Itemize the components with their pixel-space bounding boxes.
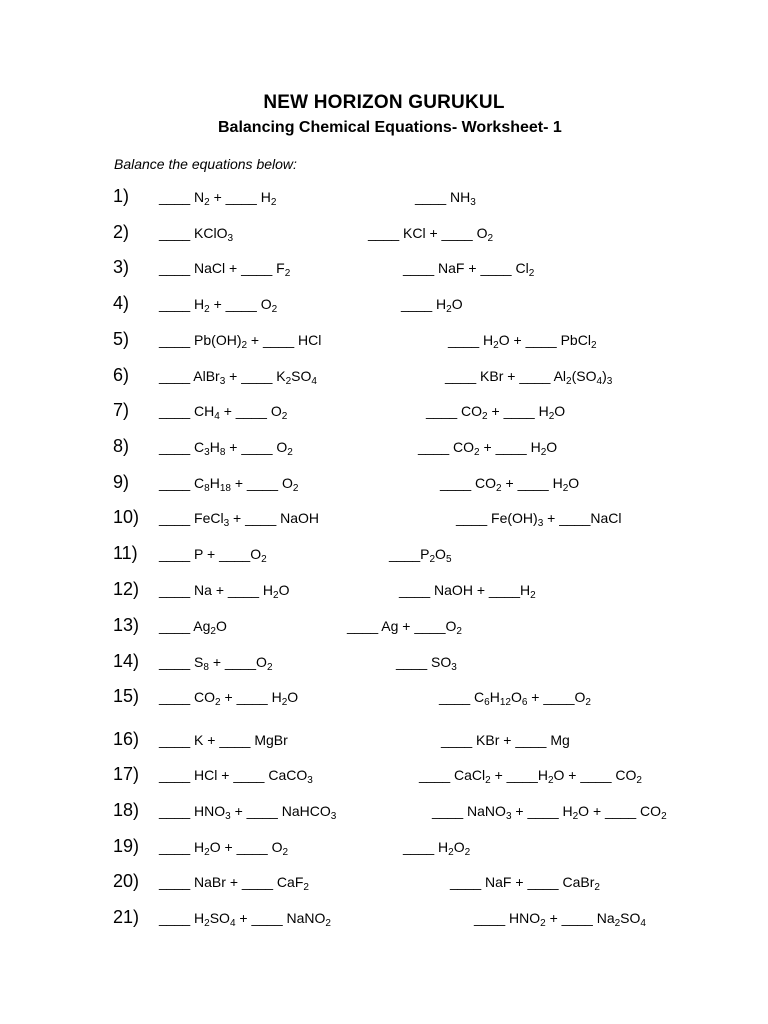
equation-number: 7) — [113, 400, 130, 420]
equation-products: $\_\_\_\_P_2O_5$ — [389, 546, 452, 565]
equation-reactants: ____ $CH_4$ + ____ $O_2$ — [159, 403, 288, 422]
equation-number: 13) — [113, 615, 140, 635]
equation-row — [0, 615, 768, 639]
equation-row — [0, 365, 768, 389]
equation-reactants: ____ FeCl$_3$ + ____ NaOH — [159, 510, 320, 529]
equation-row — [0, 836, 768, 860]
equation-number: 5) — [113, 329, 130, 349]
equation-reactants: ____ $CO_2$ + ____ $H_2O$ — [159, 689, 299, 708]
equation-number: 18) — [113, 800, 140, 820]
equation-row — [0, 186, 768, 210]
equation-products: ____ $H_2O$ + ____ PbCl$_2$ — [448, 332, 597, 351]
equation-row — [0, 651, 768, 675]
equation-reactants: ____ $C_3H_8$ + ____ $O_2$ — [159, 439, 293, 458]
equation-reactants: ____ $Ag_2O$ — [159, 618, 227, 637]
equation-row — [0, 871, 768, 895]
equation-reactants: ____ KClO$_3$ — [159, 225, 234, 244]
equation-row — [0, 329, 768, 353]
equation-row — [0, 907, 768, 931]
equation-number: 4) — [113, 293, 130, 313]
equation-number: 14) — [113, 651, 140, 671]
equation-reactants: ____ $N_2$ + ____ $H_2$ — [159, 189, 277, 208]
instructions-text: Balance the equations below: — [114, 156, 297, 172]
equation-products: ____ $NH_3$ — [415, 189, 476, 208]
equation-row — [0, 543, 768, 567]
equation-row — [0, 472, 768, 496]
equation-row — [0, 764, 768, 788]
equation-number: 16) — [113, 729, 140, 749]
equation-products: ____ $CO_2$ + ____ $H_2O$ — [426, 403, 566, 422]
equation-number: 3) — [113, 257, 130, 277]
equation-number: 2) — [113, 222, 130, 242]
equation-products: ____ NaOH + $\_\_\_\_H_2$ — [399, 582, 536, 601]
equation-reactants: ____ $S_8$ + $\_\_\_\_O_2$ — [159, 654, 273, 673]
equation-number: 15) — [113, 686, 140, 706]
equation-row — [0, 222, 768, 246]
equation-products: ____ NaF + ____ $Cl_2$ — [403, 260, 535, 279]
equation-products: ____ NaNO$_3$ + ____ $H_2O$ + ____ $CO_2$ — [432, 803, 667, 822]
equation-products: ____ $Ag + \_\_\_\_O_2$ — [347, 618, 462, 637]
equation-products: ____ KCl + ____ $O_2$ — [368, 225, 494, 244]
equation-number: 1) — [113, 186, 130, 206]
equation-products: ____ $C_6H_{12}O_6$ + $\_\_\_\_O_2$ — [439, 689, 591, 708]
equation-products: ____ $Fe(OH)_3$ + ____NaCl — [456, 510, 622, 529]
equation-products: ____ $H_2O$ — [401, 296, 463, 315]
equation-reactants: ____ $HNO_3$ + ____ NaHCO$_3$ — [159, 803, 337, 822]
equation-products: ____ $HNO_2$ + ____ $Na_2SO_4$ — [474, 910, 646, 929]
equation-row — [0, 729, 768, 753]
equation-reactants: ____ $Pb(OH)_2$ + ____ HCl — [159, 332, 322, 351]
equation-products: ____ $CO_2$ + ____ $H_2O$ — [440, 475, 580, 494]
equation-reactants: ____ K + ____ MgBr — [159, 732, 288, 748]
equation-number: 17) — [113, 764, 140, 784]
equation-number: 20) — [113, 871, 140, 891]
worksheet-title: NEW HORIZON GURUKUL — [263, 92, 505, 113]
equation-reactants: ____ $C_8H_{18}$ + ____ $O_2$ — [159, 475, 299, 494]
equation-row — [0, 579, 768, 603]
equation-reactants: ____ $H_2$ + ____ $O_2$ — [159, 296, 278, 315]
equation-number: 8) — [113, 436, 130, 456]
equation-products: ____ KBr + ____ $Al_2(SO_4)_3$ — [445, 368, 613, 387]
equation-row — [0, 400, 768, 424]
equation-products: ____ NaF + ____ CaBr$_2$ — [450, 874, 600, 893]
equation-number: 21) — [113, 907, 140, 927]
equation-products: ____ $H_2O_2$ — [403, 839, 471, 858]
equation-number: 12) — [113, 579, 140, 599]
equation-products: ____ $CO_2$ + ____ $H_2O$ — [418, 439, 558, 458]
equation-row — [0, 436, 768, 460]
equation-row — [0, 686, 768, 710]
equation-row — [0, 257, 768, 281]
equation-row — [0, 293, 768, 317]
equation-number: 6) — [113, 365, 130, 385]
equation-row — [0, 507, 768, 531]
equation-number: 10) — [113, 507, 140, 527]
equation-row — [0, 800, 768, 824]
equation-reactants: ____ HCl + ____ CaCO$_3$ — [159, 767, 313, 786]
equation-reactants: ____ AlBr$_3$ + ____ $K_2SO_4$ — [159, 368, 317, 387]
equation-products: ____ CaCl$_2$ + $\_\_\_\_H_2O$ + ____ $CO_2$ — [419, 767, 642, 786]
equation-products: ____ KBr + ____ Mg — [441, 732, 570, 748]
worksheet-subtitle: Balancing Chemical Equations- Worksheet- 1 — [218, 119, 562, 136]
equation-reactants: ____ $H_2SO_4$ + ____ NaNO$_2$ — [159, 910, 331, 929]
equation-products: ____ $SO_3$ — [396, 654, 457, 673]
equation-reactants: ____ NaCl + ____ $F_2$ — [159, 260, 291, 279]
equation-number: 11) — [113, 543, 138, 563]
equation-reactants: ____ $P + \_\_\_\_O_2$ — [159, 546, 267, 565]
equation-reactants: ____ NaBr + ____ CaF$_2$ — [159, 874, 309, 893]
equation-number: 9) — [113, 472, 130, 492]
equation-number: 19) — [113, 836, 140, 856]
equation-reactants: ____ Na + ____ $H_2O$ — [159, 582, 290, 601]
equation-reactants: ____ $H_2O$ + ____ $O_2$ — [159, 839, 289, 858]
